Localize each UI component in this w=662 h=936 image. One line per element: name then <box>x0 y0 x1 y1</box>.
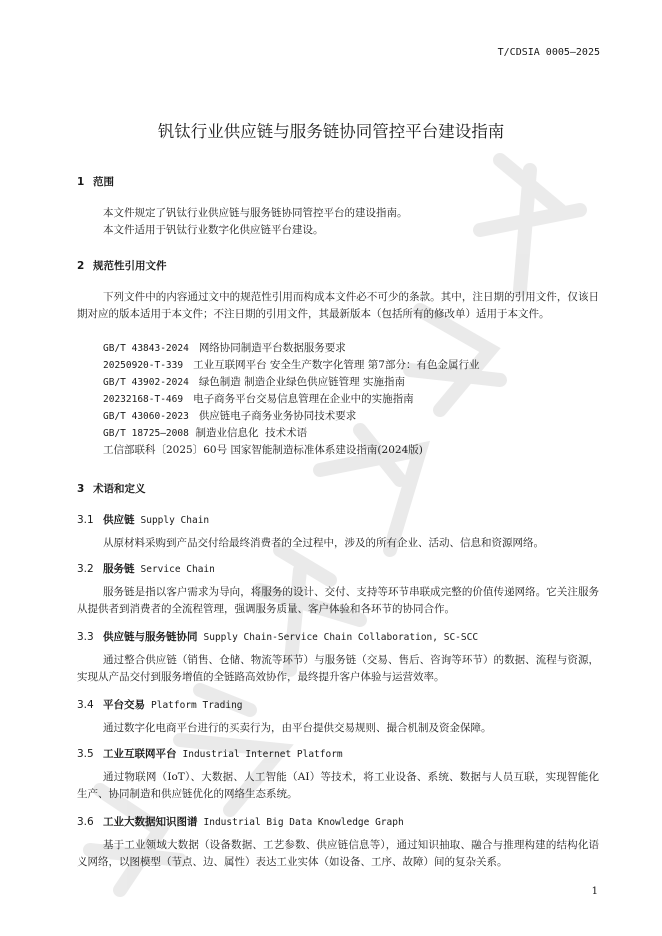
reference-name: 供应链电子商务业务协同技术要求 <box>198 410 357 422</box>
reference-item <box>103 391 414 408</box>
term-number: 3.4 <box>77 699 94 711</box>
document-title: 钒钛行业供应链与服务链协同管控平台建设指南 <box>157 122 505 141</box>
section-number: 2 <box>77 260 85 272</box>
term-heading <box>77 629 478 644</box>
standard-code: T/CDSIA 0005—2025 <box>497 47 600 58</box>
term-number: 3.5 <box>77 748 94 760</box>
paragraph: 本文件适用于钒钛行业数字化供应链平台建设。 <box>103 224 324 236</box>
term-number: 3.1 <box>77 514 94 526</box>
term-definition: 从原材料采购到产品交付给最终消费者的全过程中，涉及的所有企业、活动、信息和资源网络。 <box>103 537 544 549</box>
reference-item <box>103 442 423 459</box>
term-heading <box>77 746 343 761</box>
term-definition: 通过数字化电商平台进行的买卖行为，由平台提供交易规则、撮合机制及资金保障。 <box>103 722 492 734</box>
reference-name: 电子商务平台交易信息管理在企业中的实施指南 <box>193 393 414 405</box>
term-definition: 通过整合供应链（销售、仓储、物流等环节）与服务链（交易、售后、咨询等环节）的数据、流程与资源，实现从产品交付到服务增值的全链路高效协作，最终提升客户体验与运营效率。 <box>77 654 599 683</box>
section-1-heading <box>77 174 114 189</box>
reference-name: 工业互联网平台 安全生产数字化管理 第7部分：有色金属行业 <box>193 359 480 371</box>
reference-item <box>103 357 479 374</box>
reference-code: 20250920-T-339 <box>103 360 184 371</box>
reference-item <box>103 425 307 442</box>
term-heading <box>77 512 209 527</box>
section-number: 3 <box>77 483 85 495</box>
term-cn: 服务链 <box>103 563 135 575</box>
section-2-heading <box>77 258 167 273</box>
section-title: 术语和定义 <box>93 483 146 495</box>
term-definition: 服务链是指以客户需求为导向，将服务的设计、交付、支持等环节串联成完整的价值传递网络。它关注服务从提供者到消费者的全流程管理，强调服务质量、客户体验和各环节的协同合作。 <box>77 586 599 615</box>
term-heading <box>77 561 215 576</box>
page-number: 1 <box>591 886 598 897</box>
term-en: Industrial Big Data Knowledge Graph <box>203 817 404 828</box>
term-en: Service Chain <box>140 564 215 575</box>
reference-code: GB/T 43060-2023 <box>103 411 189 422</box>
term-cn: 平台交易 <box>103 699 145 711</box>
term-en: Supply Chain <box>140 515 210 526</box>
term-definition: 通过物联网（IoT）、大数据、人工智能（AI）等技术，将工业设备、系统、数据与人员互联，实现智能化生产、协同制造和供应链优化的网络生态系统。 <box>77 771 599 800</box>
term-number: 3.2 <box>77 563 94 575</box>
term-number: 3.6 <box>77 816 94 828</box>
term-number: 3.3 <box>77 631 94 643</box>
section-number: 1 <box>77 176 85 188</box>
term-definition: 基于工业领域大数据（设备数据、工艺参数、供应链信息等），通过知识抽取、融合与推理构建的结构化语义网络，以图模型（节点、边、属性）表达工业实体（如设备、工序、故障）间的复杂关系。 <box>77 839 599 868</box>
reference-name: 绿色制造 制造企业绿色供应链管理 实施指南 <box>198 376 405 388</box>
reference-item <box>103 340 346 357</box>
term-cn: 供应链 <box>103 514 135 526</box>
section-title: 范围 <box>93 176 114 188</box>
section-title: 规范性引用文件 <box>93 260 167 272</box>
reference-code: GB/T 43843-2024 <box>103 343 189 354</box>
term-heading <box>77 814 404 829</box>
paragraph: 下列文件中的内容通过文中的规范性引用而构成本文件必不可少的条款。其中，注日期的引用文件，仅该日期对应的版本适用于本文件；不注日期的引用文件，其最新版本（包括所有的修改单）适用于本文件。 <box>77 291 599 320</box>
reference-item <box>103 374 405 391</box>
term-en: Supply Chain-Service Chain Collaboration, SC-SCC <box>203 632 479 643</box>
term-cn: 工业互联网平台 <box>103 748 177 760</box>
reference-name: 国家智能制造标准体系建设指南(2024版) <box>230 444 423 456</box>
section-3-heading <box>77 481 146 496</box>
term-en: Industrial Internet Platform <box>182 749 343 760</box>
term-cn: 工业大数据知识图谱 <box>103 816 198 828</box>
reference-code: GB/T 43902-2024 <box>103 377 189 388</box>
reference-code: GB/T 18725—2008 <box>103 428 189 439</box>
term-en: Platform Trading <box>151 700 243 711</box>
reference-code: 20232168-T-469 <box>103 394 184 405</box>
reference-name: 网络协同制造平台数据服务要求 <box>198 342 346 354</box>
paragraph: 本文件规定了钒钛行业供应链与服务链协同管控平台的建设指南。 <box>103 207 408 219</box>
term-cn: 供应链与服务链协同 <box>103 631 198 643</box>
reference-code: 工信部联科〔2025〕60号 <box>103 444 228 456</box>
reference-item <box>103 408 356 425</box>
term-heading <box>77 697 243 712</box>
reference-name: 制造业信息化 技术术语 <box>195 427 308 439</box>
